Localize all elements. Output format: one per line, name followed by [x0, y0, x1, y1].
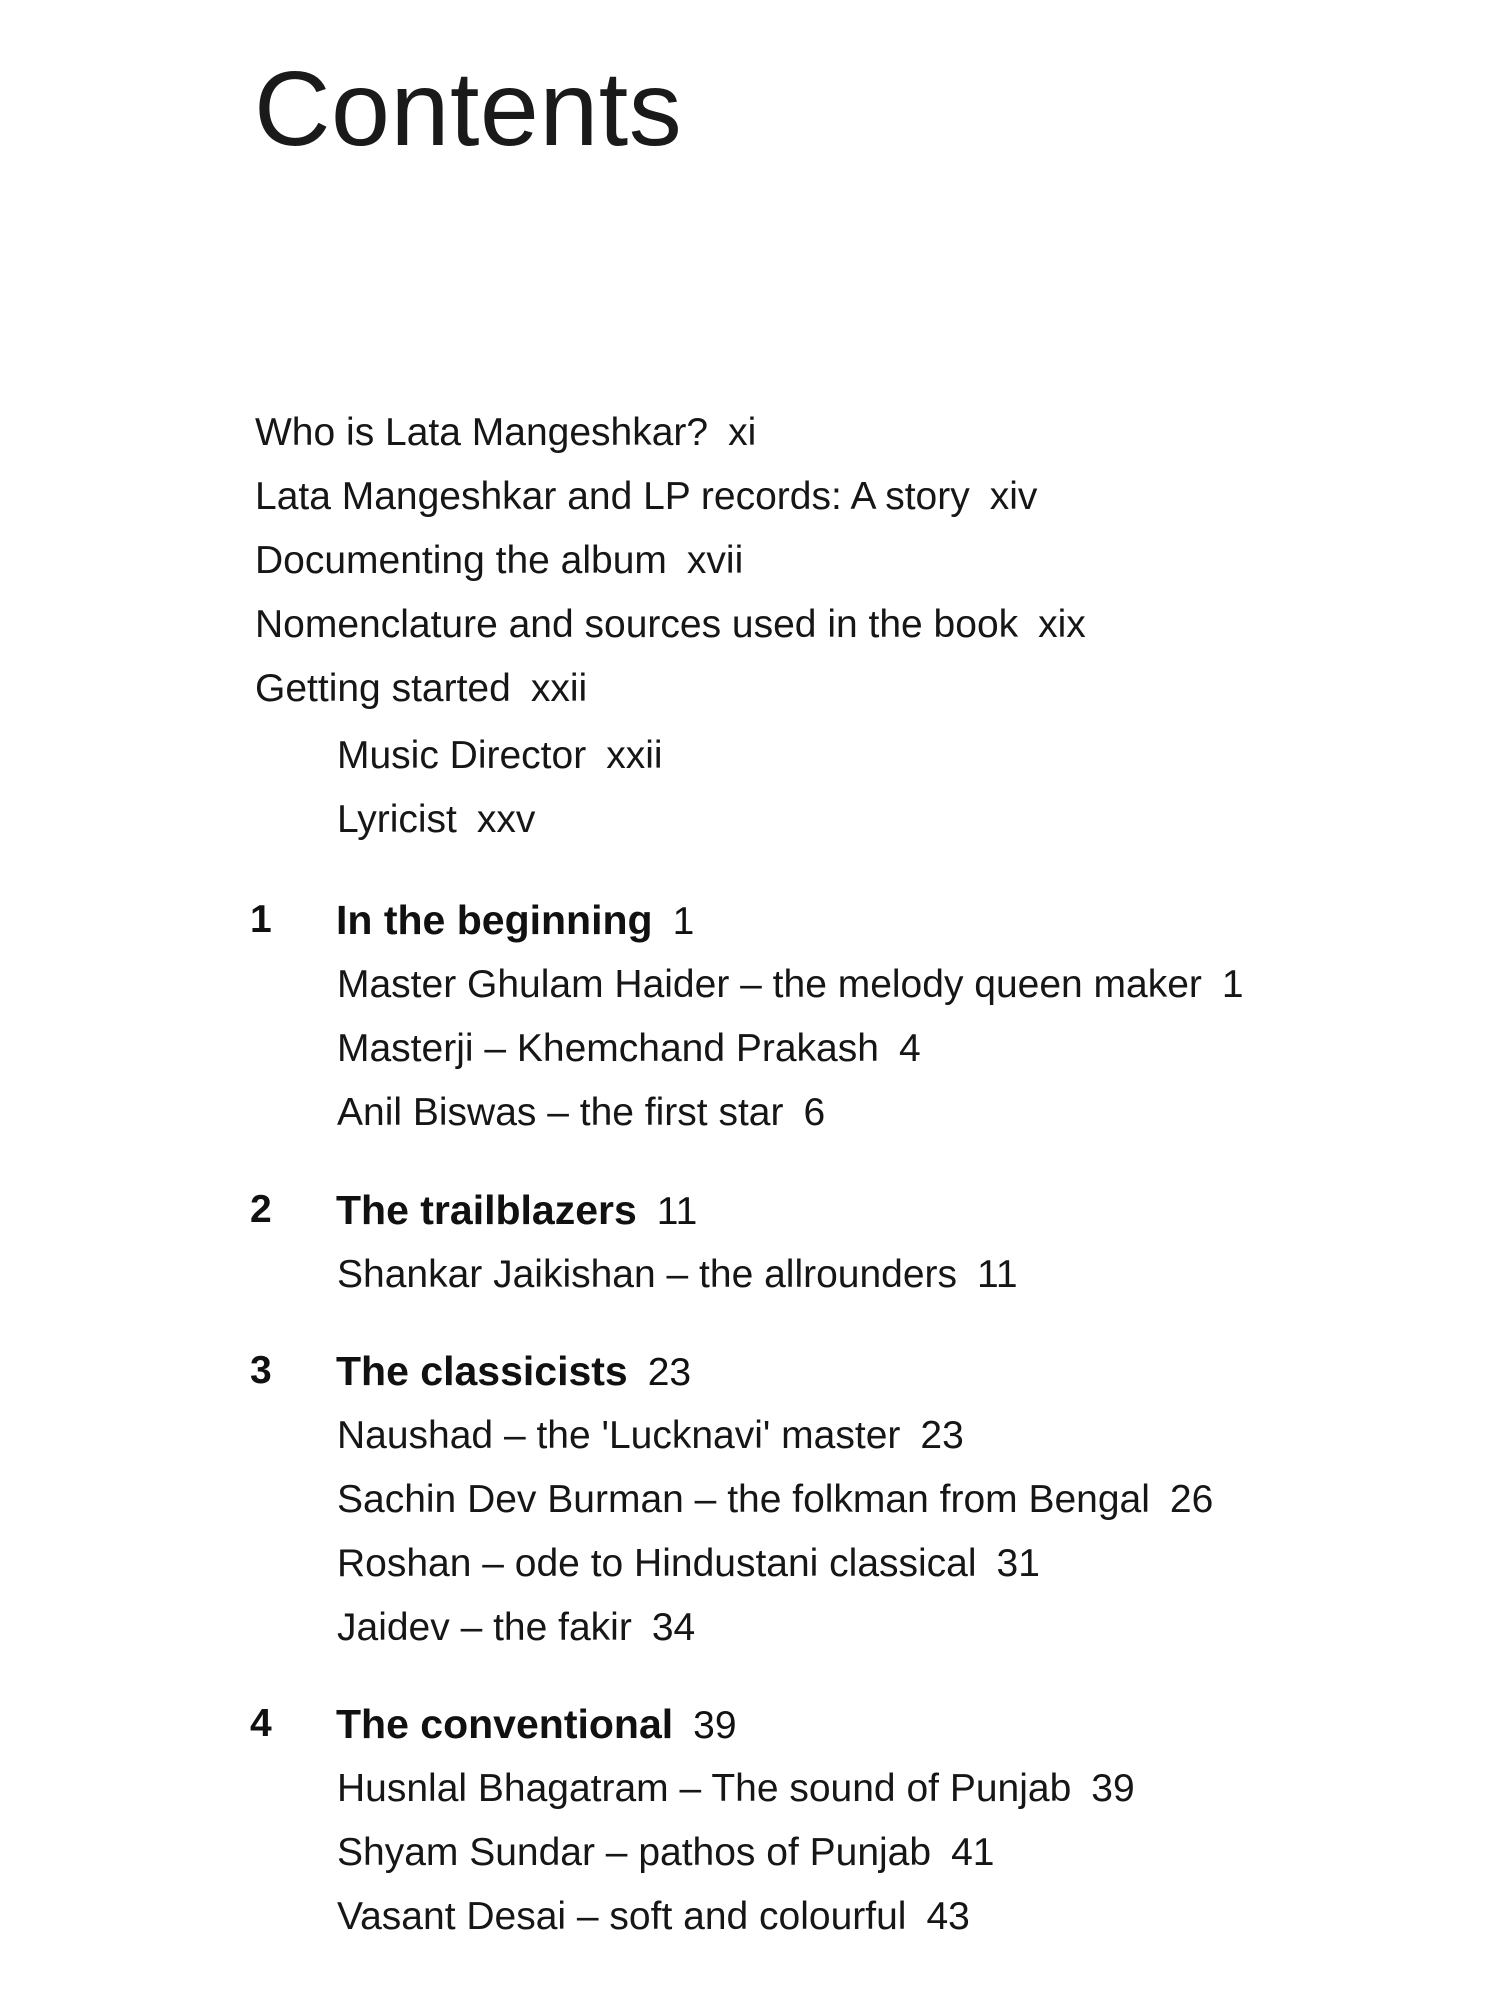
toc-subentry [337, 795, 535, 845]
chapter-title: The classicists [336, 1348, 628, 1394]
toc-section [337, 1603, 695, 1653]
page-title: Contents [254, 50, 683, 168]
chapter-heading [336, 1346, 691, 1398]
toc-entry-page: 6 [803, 1091, 826, 1134]
toc-entry-title: Roshan – ode to Hindustani classical [337, 1542, 977, 1585]
toc-entry-page: 39 [1091, 1767, 1135, 1810]
toc-entry-title: Shyam Sundar – pathos of Punjab [337, 1831, 932, 1874]
chapter-number: 3 [250, 1349, 272, 1392]
toc-entry-title: Music Director [337, 734, 587, 777]
toc-entry-page: xxv [476, 798, 536, 841]
toc-entry-page: 23 [920, 1414, 964, 1457]
toc-subentry [337, 731, 663, 781]
toc-entry-title: Documenting the album [255, 539, 667, 582]
chapter-page: 11 [656, 1190, 698, 1233]
toc-section [337, 960, 1244, 1010]
toc-entry-title: Vasant Desai – soft and colourful [337, 1895, 907, 1938]
toc-entry-page: 1 [1221, 963, 1244, 1006]
toc-entry-page: 43 [926, 1895, 970, 1938]
toc-section [337, 1828, 994, 1878]
toc-entry-title: Husnlal Bhagatram – The sound of Punjab [337, 1767, 1072, 1810]
toc-entry-page: xvii [686, 539, 744, 582]
chapter-number: 1 [250, 898, 272, 941]
toc-entry-title: Lyricist [337, 798, 457, 841]
toc-section [337, 1411, 964, 1461]
chapter-heading [336, 1699, 737, 1751]
chapter-page: 23 [647, 1351, 692, 1394]
chapter-heading [336, 895, 694, 947]
toc-entry-title: Nomenclature and sources used in the book [255, 603, 1019, 646]
toc-entry-title: Sachin Dev Burman – the folkman from Bengal [337, 1478, 1150, 1521]
toc-entry-title: Lata Mangeshkar and LP records: A story [255, 475, 970, 518]
toc-entry-title: Getting started [255, 667, 511, 710]
chapter-number: 4 [250, 1702, 272, 1745]
chapter-title: The conventional [336, 1701, 674, 1747]
toc-entry-title: Who is Lata Mangeshkar? [255, 411, 709, 454]
toc-entry-page: xi [728, 411, 757, 454]
chapter-page: 39 [693, 1704, 737, 1747]
toc-entry [255, 600, 1086, 650]
toc-entry-page: xxii [530, 667, 588, 710]
toc-entry [255, 408, 756, 458]
chapter-page: 1 [672, 900, 695, 943]
toc-entry-title: Shankar Jaikishan – the allrounders [337, 1253, 958, 1296]
toc-entry-title: Masterji – Khemchand Prakash [337, 1027, 879, 1070]
toc-entry-title: Naushad – the 'Lucknavi' master [337, 1414, 901, 1457]
chapter-heading [336, 1185, 697, 1237]
toc-section [337, 1475, 1213, 1525]
toc-entry [255, 664, 587, 714]
toc-entry-page: 34 [651, 1606, 696, 1649]
chapter-title: The trailblazers [336, 1187, 637, 1233]
toc-entry-page: xiv [989, 475, 1038, 518]
toc-entry-page: xix [1038, 603, 1086, 646]
chapter-number: 2 [250, 1188, 272, 1231]
toc-entry-page: 11 [977, 1253, 1018, 1296]
toc-entry-page: 4 [898, 1027, 921, 1070]
toc-section [337, 1250, 1018, 1300]
toc-entry [255, 472, 1037, 522]
toc-entry-page: 31 [996, 1542, 1040, 1585]
toc-entry-page: 26 [1169, 1478, 1214, 1521]
toc-entry-title: Anil Biswas – the first star [337, 1091, 784, 1134]
toc-section [337, 1892, 970, 1942]
toc-entry [255, 536, 743, 586]
toc-entry-title: Jaidev – the fakir [337, 1606, 632, 1649]
toc-entry-title: Master Ghulam Haider – the melody queen maker [337, 963, 1202, 1006]
chapter-title: In the beginning [336, 897, 653, 943]
toc-section [337, 1539, 1040, 1589]
toc-section [337, 1088, 825, 1138]
toc-entry-page: xxii [606, 734, 663, 777]
toc-entry-page: 41 [951, 1831, 995, 1874]
toc-section [337, 1024, 921, 1074]
toc-section [337, 1764, 1135, 1814]
